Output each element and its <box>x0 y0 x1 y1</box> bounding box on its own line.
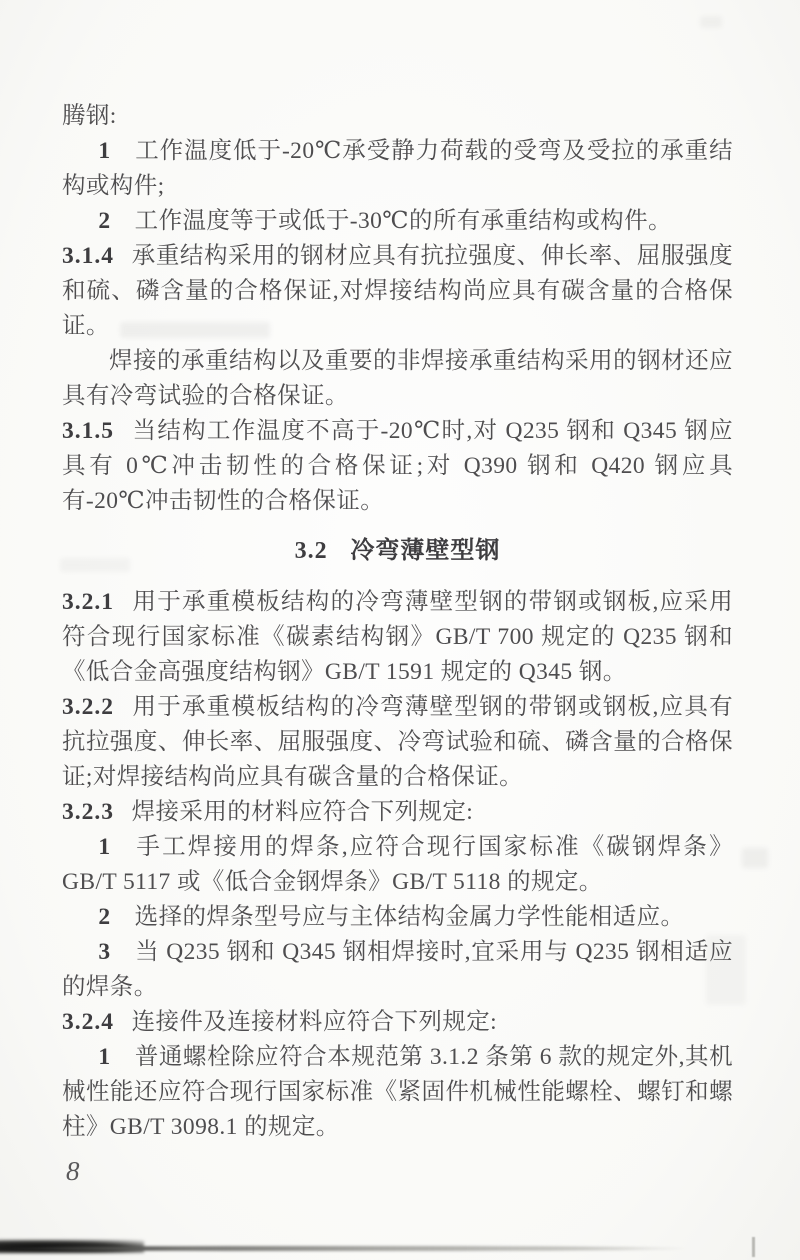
list-item-number: 1 <box>98 1044 112 1070</box>
list-item-2 <box>62 900 733 935</box>
list-item-number: 1 <box>98 834 112 860</box>
clause-number: 3.2.3 <box>62 799 114 825</box>
clause-3-2-3 <box>62 795 733 830</box>
clause-text: 用于承重模板结构的冷弯薄壁型钢的带钢或钢板,应具有抗拉强度、伸长率、屈服强度、冷弯试验和硫、磷含量的合格保证;对焊接结构尚应具有碳含量的合格保证。 <box>62 694 733 790</box>
clause-number: 3.1.4 <box>62 243 114 269</box>
clause-text: 当结构工作温度不高于-20℃时,对 Q235 钢和 Q345 钢应具有 0℃冲击韧性的合格保证;对 Q390 钢和 Q420 钢应具有-20℃冲击韧性的合格保证。 <box>62 418 733 514</box>
list-item-number: 1 <box>98 138 112 164</box>
list-item-text: 普通螺栓除应符合本规范第 3.1.2 条第 6 款的规定外,其机械性能还应符合现行国家标准《紧固件机械性能螺栓、螺钉和螺柱》GB/T 3098.1 的规定。 <box>62 1044 733 1140</box>
clause-number: 3.1.5 <box>62 418 114 444</box>
clause-number: 3.2.4 <box>62 1009 114 1035</box>
clause-text: 连接件及连接材料应符合下列规定: <box>131 1009 498 1035</box>
clause-3-1-4 <box>62 239 733 344</box>
list-item-2 <box>62 204 733 239</box>
list-item-text: 工作温度低于-20℃承受静力荷载的受弯及受拉的承重结构或构件; <box>62 138 733 199</box>
clause-number: 3.2.1 <box>62 589 114 615</box>
list-item-1 <box>62 830 733 900</box>
list-item-number: 2 <box>98 904 112 930</box>
list-item-number: 3 <box>98 939 112 965</box>
list-item-1 <box>62 1040 733 1145</box>
list-item-text: 工作温度等于或低于-30℃的所有承重结构或构件。 <box>134 208 672 234</box>
bleedthrough-artifact <box>742 848 768 868</box>
clause-3-2-2 <box>62 690 733 795</box>
clause-text: 承重结构采用的钢材应具有抗拉强度、伸长率、屈服强度和硫、磷含量的合格保证,对焊接结构尚应具有碳含量的合格保证。 <box>62 243 733 339</box>
clause-number: 3.2.2 <box>62 694 114 720</box>
body-text <box>62 99 733 1145</box>
paragraph-continuation: 腾钢: <box>62 103 117 129</box>
clause-3-1-5 <box>62 414 733 519</box>
scan-bottom-edge <box>0 1251 800 1260</box>
list-item-1 <box>62 134 733 204</box>
section-number: 3.2 <box>294 538 328 564</box>
section-title: 冷弯薄壁型钢 <box>350 538 501 564</box>
clause-text: 用于承重模板结构的冷弯薄壁型钢的带钢或钢板,应采用符合现行国家标准《碳素结构钢》GB/T 700 规定的 Q235 钢和《低合金高强度结构钢》GB/T 1591 规定的 Q345 钢。 <box>62 589 733 685</box>
section-heading <box>62 534 733 569</box>
clause-text: 焊接采用的材料应符合下列规定: <box>131 799 474 825</box>
list-item-3 <box>62 935 733 1005</box>
list-item-number: 2 <box>98 208 112 234</box>
list-item-text: 当 Q235 钢和 Q345 钢相焊接时,宜采用与 Q235 钢相适应的焊条。 <box>62 939 733 1000</box>
clause-3-2-4 <box>62 1005 733 1040</box>
page-number: 8 <box>66 1156 80 1186</box>
bleedthrough-artifact <box>700 16 722 28</box>
list-item-text: 手工焊接用的焊条,应符合现行国家标准《碳钢焊条》GB/T 5117 或《低合金钢焊条》GB/T 5118 的规定。 <box>62 834 733 895</box>
list-item-text: 选择的焊条型号应与主体结构金属力学性能相适应。 <box>134 904 685 930</box>
paragraph: 焊接的承重结构以及重要的非焊接承重结构采用的钢材还应具有冷弯试验的合格保证。 <box>62 348 733 409</box>
clause-3-2-1 <box>62 585 733 690</box>
